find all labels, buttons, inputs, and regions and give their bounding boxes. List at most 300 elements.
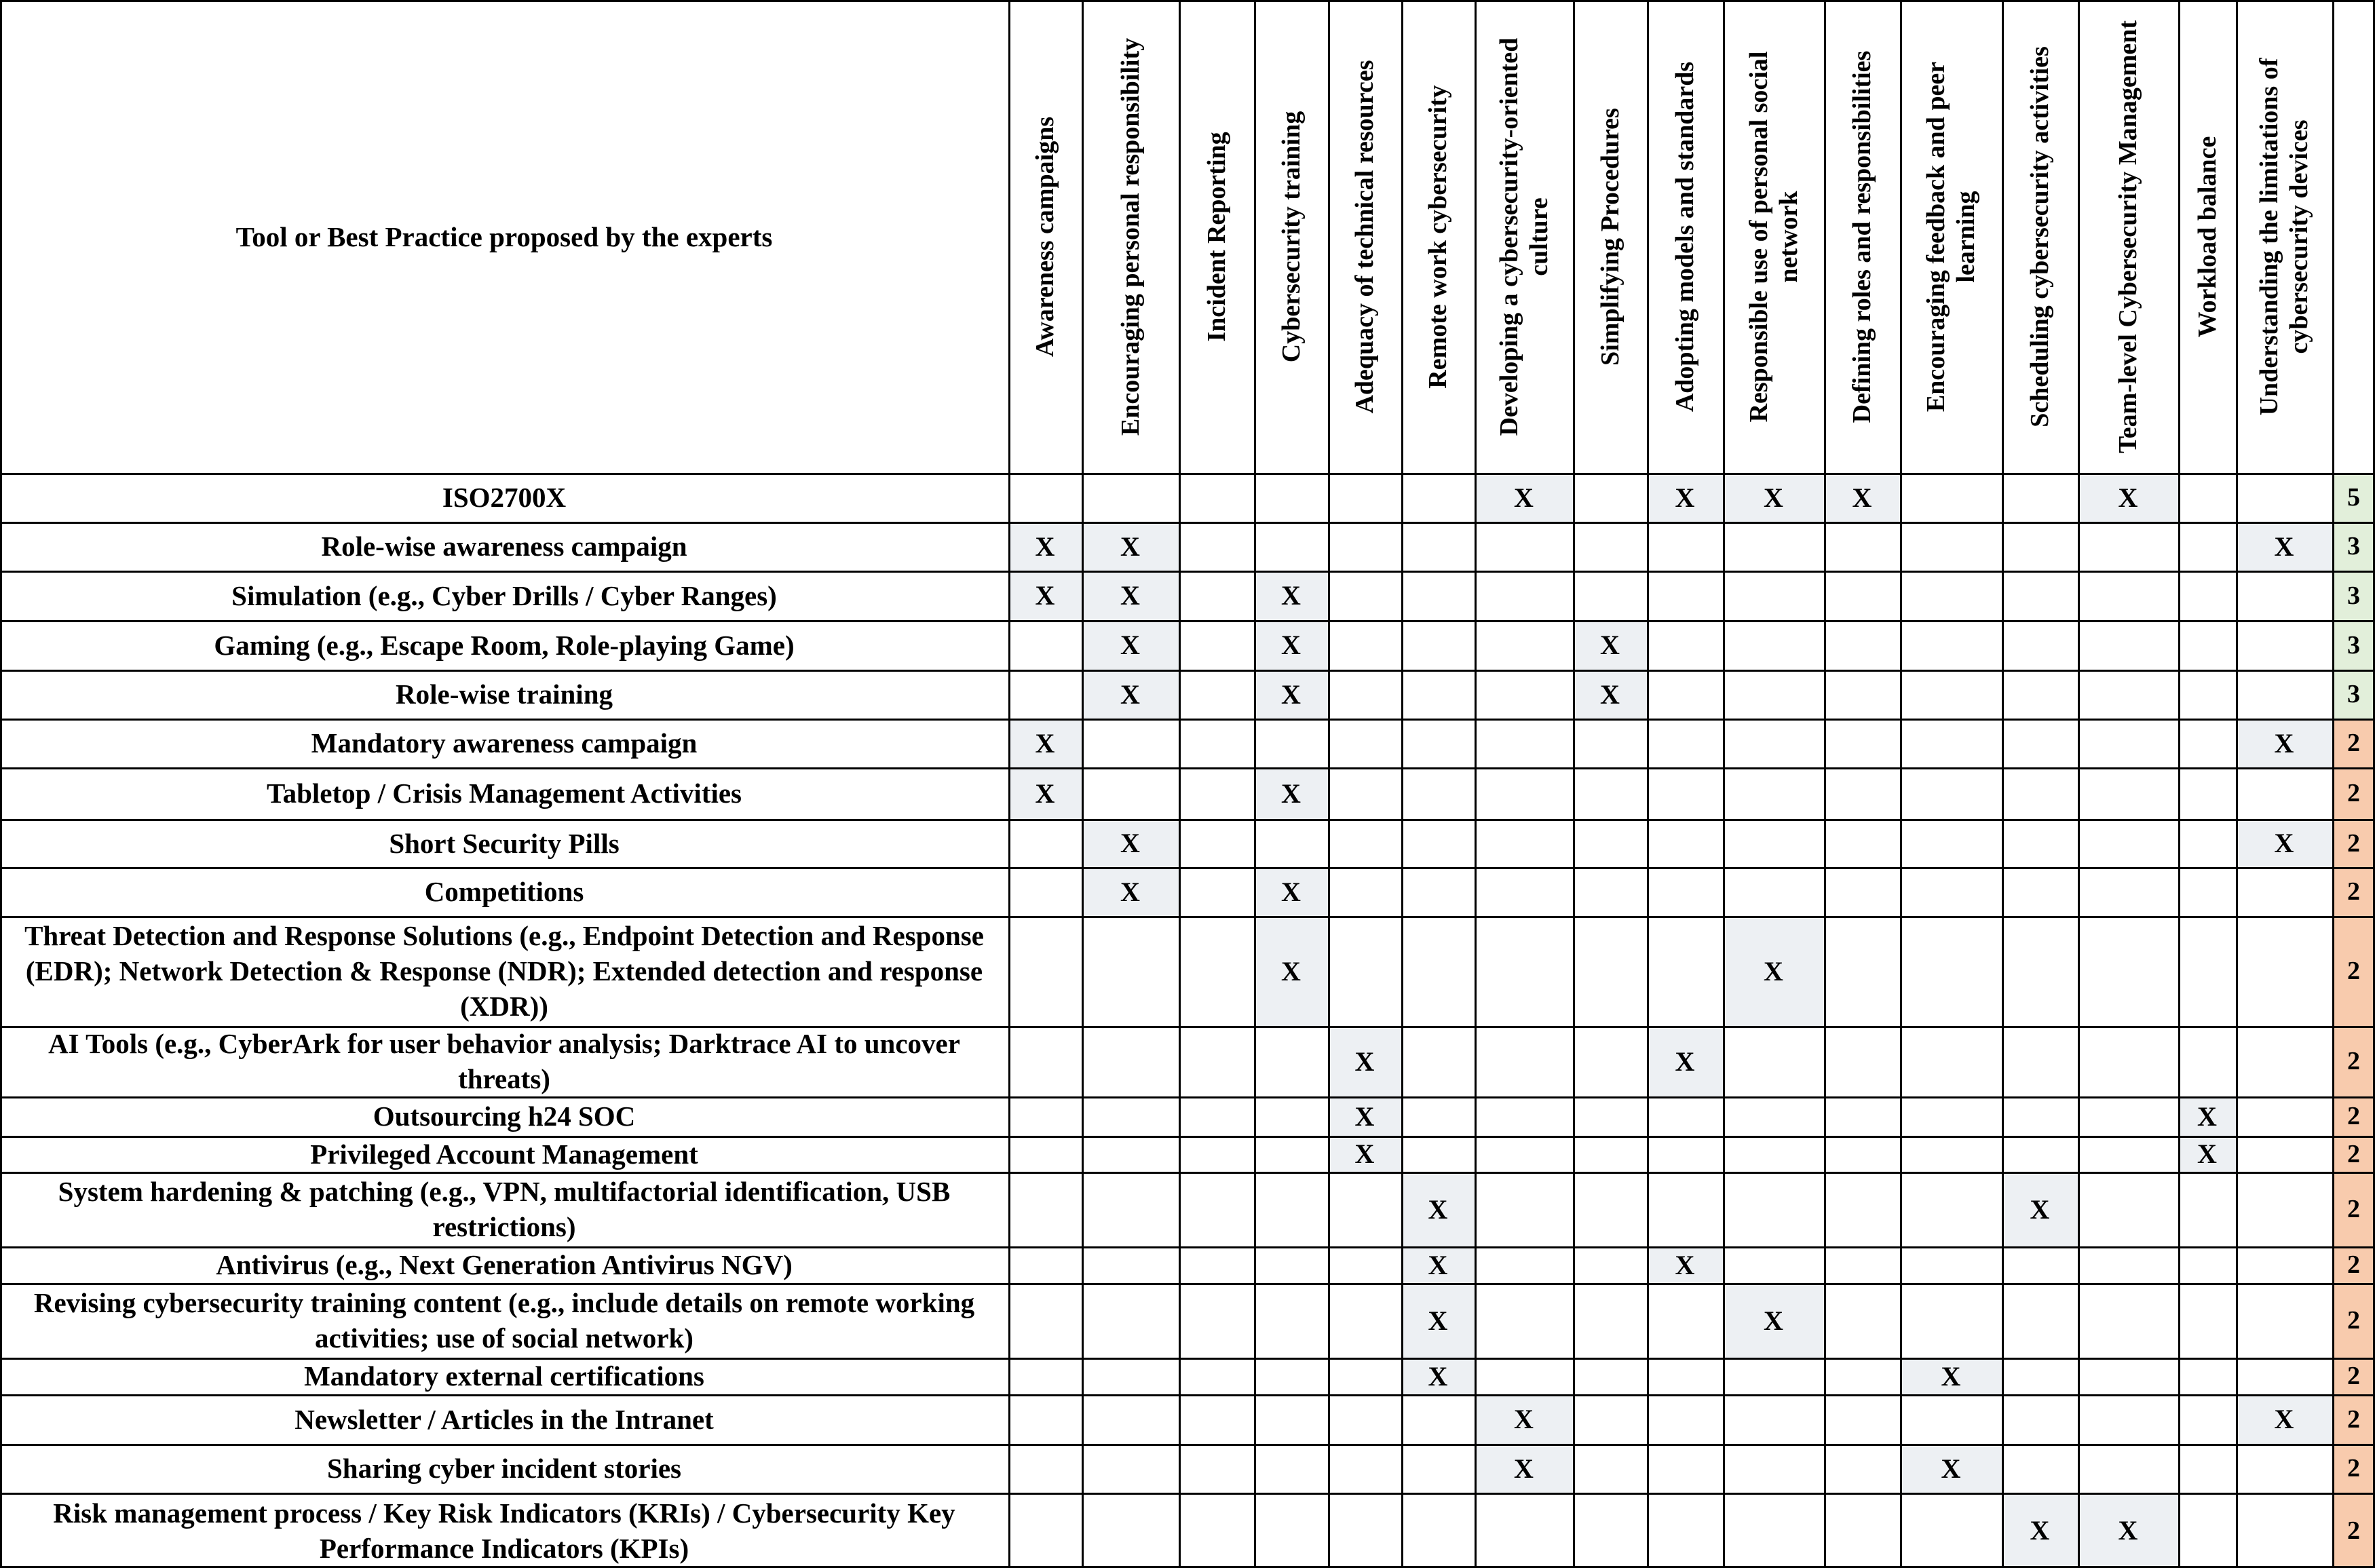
matrix-cell: [1401, 916, 1475, 1026]
matrix-cell: [2236, 1246, 2332, 1283]
column-header: [1824, 0, 1900, 473]
matrix-cell-marked: X: [1254, 867, 1328, 916]
matrix-cell: [1328, 1172, 1401, 1246]
matrix-cell: [2178, 916, 2236, 1026]
matrix-cell: [2078, 819, 2178, 867]
matrix-cell: [1900, 571, 2002, 620]
column-header: [1723, 0, 1824, 473]
row-score: 5: [2332, 473, 2375, 522]
matrix-cell: [1900, 1026, 2002, 1096]
matrix-cell: [1401, 867, 1475, 916]
matrix-cell: [1179, 1026, 1254, 1096]
matrix-cell-marked: X: [1008, 522, 1082, 571]
matrix-cell: [1401, 767, 1475, 819]
matrix-cell-marked: X: [1401, 1172, 1475, 1246]
row-label: Gaming (e.g., Escape Room, Role-playing Game): [214, 629, 795, 661]
matrix-cell: [1475, 1172, 1573, 1246]
matrix-cell: [1401, 719, 1475, 767]
matrix-cell: [1475, 522, 1573, 571]
matrix-cell: [2078, 767, 2178, 819]
matrix-cell: [1401, 1444, 1475, 1493]
matrix-cell: [1475, 1493, 1573, 1568]
matrix-cell: [1647, 1096, 1723, 1136]
matrix-cell: [2078, 719, 2178, 767]
matrix-cell-marked: X: [1723, 473, 1824, 522]
grid-line-horizontal: [0, 0, 2375, 2]
matrix-cell: [2002, 1136, 2078, 1172]
matrix-cell-marked: X: [2236, 1394, 2332, 1444]
column-header: [1008, 0, 1082, 473]
matrix-cell: [1824, 670, 1900, 719]
matrix-cell: [1573, 1136, 1647, 1172]
matrix-cell: [1254, 719, 1328, 767]
matrix-cell: [2178, 1358, 2236, 1394]
matrix-cell: [1647, 767, 1723, 819]
matrix-cell: [2078, 1444, 2178, 1493]
matrix-cell: [1401, 620, 1475, 670]
matrix-cell: [1475, 916, 1573, 1026]
matrix-cell: [1008, 916, 1082, 1026]
grid-line-horizontal: [0, 1358, 2375, 1360]
matrix-cell: [2078, 1136, 2178, 1172]
matrix-cell-marked: X: [1082, 522, 1179, 571]
matrix-cell: [2178, 620, 2236, 670]
matrix-cell-marked: X: [1254, 571, 1328, 620]
row-score: 2: [2332, 1394, 2375, 1444]
matrix-cell: [1900, 670, 2002, 719]
grid-line-vertical: [2078, 0, 2080, 1568]
matrix-cell: [2178, 1394, 2236, 1444]
matrix-cell: [1723, 571, 1824, 620]
matrix-cell: [1179, 522, 1254, 571]
matrix-cell: [2236, 620, 2332, 670]
matrix-cell: [2236, 916, 2332, 1026]
matrix-cell: [1401, 1026, 1475, 1096]
matrix-cell: [2002, 719, 2078, 767]
matrix-cell: [2002, 670, 2078, 719]
matrix-cell: [2078, 867, 2178, 916]
matrix-cell: [2178, 867, 2236, 916]
matrix-cell: [1328, 819, 1401, 867]
matrix-cell: [2002, 1444, 2078, 1493]
matrix-cell: [1573, 522, 1647, 571]
grid-line-horizontal: [0, 916, 2375, 918]
matrix-cell-marked: X: [1008, 767, 1082, 819]
grid-line-horizontal: [0, 473, 2375, 475]
matrix-cell: [1647, 522, 1723, 571]
matrix-cell: [1179, 1493, 1254, 1568]
row-score: 2: [2332, 1096, 2375, 1136]
matrix-cell: [1900, 1394, 2002, 1444]
matrix-cell-marked: X: [1647, 1246, 1723, 1283]
matrix-cell: [2178, 767, 2236, 819]
matrix-cell: [1723, 670, 1824, 719]
matrix-cell: [1573, 719, 1647, 767]
matrix-cell-marked: X: [1082, 670, 1179, 719]
matrix-cell: [1723, 620, 1824, 670]
matrix-cell: [1900, 1172, 2002, 1246]
column-header-label: Cybersecurity training: [1276, 111, 1306, 362]
matrix-cell: [2178, 670, 2236, 719]
matrix-cell: [2178, 819, 2236, 867]
matrix-cell-marked: X: [1254, 670, 1328, 719]
row-label: Competitions: [424, 876, 584, 907]
matrix-cell: [1900, 819, 2002, 867]
matrix-cell: [2002, 473, 2078, 522]
grid-line-horizontal: [0, 1246, 2375, 1248]
matrix-cell-marked: X: [2178, 1136, 2236, 1172]
matrix-cell: [1475, 819, 1573, 867]
matrix-cell: [1179, 1283, 1254, 1358]
column-header: [2236, 0, 2332, 473]
matrix-cell: [2078, 1172, 2178, 1246]
grid-line-horizontal: [0, 1283, 2375, 1285]
matrix-cell: [1824, 1136, 1900, 1172]
matrix-cell: [1082, 1444, 1179, 1493]
header-tool-best-practice: Tool or Best Practice proposed by the experts: [235, 221, 773, 252]
matrix-cell: [1723, 1444, 1824, 1493]
matrix-cell: [1401, 1096, 1475, 1136]
matrix-cell: [1008, 1444, 1082, 1493]
matrix-cell: [1824, 571, 1900, 620]
matrix-cell: [1179, 1172, 1254, 1246]
matrix-cell: [1401, 1136, 1475, 1172]
matrix-cell: [1082, 1096, 1179, 1136]
matrix-cell: [1254, 1096, 1328, 1136]
row-score: 2: [2332, 1026, 2375, 1096]
matrix-cell: [1475, 719, 1573, 767]
matrix-cell-marked: X: [1008, 719, 1082, 767]
matrix-cell-marked: X: [2002, 1493, 2078, 1568]
column-header: [1900, 0, 2002, 473]
grid-line-vertical: [1824, 0, 1826, 1568]
row-label: Newsletter / Articles in the Intranet: [294, 1403, 714, 1435]
column-header: [2078, 0, 2178, 473]
matrix-cell: [1179, 1136, 1254, 1172]
matrix-cell: [1723, 719, 1824, 767]
grid-line-vertical: [1573, 0, 1575, 1568]
grid-line-vertical: [2332, 0, 2334, 1568]
matrix-cell: [1254, 1246, 1328, 1283]
column-header: [1573, 0, 1647, 473]
matrix-cell: [2178, 1026, 2236, 1096]
column-header-label: Scheduling cybersecurity activities: [2026, 45, 2054, 427]
matrix-cell: [2178, 1493, 2236, 1568]
matrix-cell-marked: X: [1254, 916, 1328, 1026]
matrix-cell: [1082, 1246, 1179, 1283]
column-header-label: Team-level Cybersecurity Management: [2114, 20, 2142, 453]
matrix-cell: [2078, 522, 2178, 571]
matrix-cell: [1328, 719, 1401, 767]
matrix-cell: [2002, 620, 2078, 670]
column-header-label: Simplifying Procedures: [1595, 107, 1624, 366]
matrix-cell: [1328, 1358, 1401, 1394]
matrix-cell: [1573, 767, 1647, 819]
matrix-cell-marked: X: [2236, 819, 2332, 867]
matrix-cell: [1824, 1444, 1900, 1493]
matrix-cell: [1179, 916, 1254, 1026]
matrix-cell: [1328, 670, 1401, 719]
matrix-cell: [1573, 1493, 1647, 1568]
matrix-cell: [1475, 1358, 1573, 1394]
row-label: Short Security Pills: [389, 827, 620, 859]
matrix-cell: [1573, 1283, 1647, 1358]
matrix-cell: [2236, 867, 2332, 916]
matrix-cell: [1573, 1358, 1647, 1394]
matrix-cell-marked: X: [1401, 1283, 1475, 1358]
matrix-cell-marked: X: [2002, 1172, 2078, 1246]
row-label: Privileged Account Management: [310, 1138, 698, 1170]
matrix-cell: [1573, 1394, 1647, 1444]
matrix-cell: [1008, 1358, 1082, 1394]
matrix-cell: [1179, 819, 1254, 867]
matrix-cell: [2236, 1172, 2332, 1246]
matrix-cell: [1723, 1136, 1824, 1172]
matrix-cell-marked: X: [1328, 1136, 1401, 1172]
matrix-cell: [1824, 1358, 1900, 1394]
row-score: 2: [2332, 1444, 2375, 1493]
matrix-cell: [2002, 867, 2078, 916]
matrix-cell: [2236, 1026, 2332, 1096]
row-score: 2: [2332, 1246, 2375, 1283]
matrix-cell-marked: X: [1401, 1358, 1475, 1394]
matrix-cell: [2236, 670, 2332, 719]
matrix-cell: [1573, 473, 1647, 522]
matrix-cell: [1254, 1136, 1328, 1172]
matrix-cell: [1647, 1283, 1723, 1358]
matrix-cell: [2178, 571, 2236, 620]
matrix-cell: [1401, 670, 1475, 719]
column-header-label: Responsible use of personal social network: [1744, 51, 1803, 422]
matrix-cell: [1573, 916, 1647, 1026]
matrix-cell-marked: X: [1647, 473, 1723, 522]
grid-line-vertical: [1723, 0, 1725, 1568]
matrix-cell-marked: X: [1475, 473, 1573, 522]
matrix-cell: [1475, 620, 1573, 670]
row-label: Risk management process / Key Risk Indicators (KRIs) / Cybersecurity Key Performance Indicators (KPIs): [53, 1497, 955, 1564]
row-score: 2: [2332, 819, 2375, 867]
matrix-cell: [1179, 1358, 1254, 1394]
matrix-cell: [1082, 1493, 1179, 1568]
matrix-cell: [1573, 1444, 1647, 1493]
matrix-cell: [1008, 1283, 1082, 1358]
grid-line-vertical: [1401, 0, 1403, 1568]
matrix-cell: [2078, 1283, 2178, 1358]
matrix-cell: [1475, 867, 1573, 916]
matrix-cell: [1824, 767, 1900, 819]
matrix-cell: [1179, 670, 1254, 719]
matrix-cell: [1723, 522, 1824, 571]
matrix-cell-marked: X: [1723, 916, 1824, 1026]
matrix-cell: [2178, 1283, 2236, 1358]
row-label: System hardening & patching (e.g., VPN, multifactorial identification, USB restrictions): [58, 1176, 951, 1242]
row-label: Antivirus (e.g., Next Generation Antivirus NGV): [216, 1249, 793, 1280]
matrix-cell: [1573, 819, 1647, 867]
matrix-cell: [2002, 819, 2078, 867]
matrix-cell-marked: X: [1328, 1026, 1401, 1096]
column-header-label: Defining roles and responsibilities: [1848, 50, 1876, 423]
matrix-cell: [1401, 1394, 1475, 1444]
grid-line-vertical: [1254, 0, 1256, 1568]
matrix-cell: [1328, 473, 1401, 522]
matrix-cell: [1082, 1283, 1179, 1358]
matrix-cell: [2236, 1358, 2332, 1394]
matrix-cell: [1723, 1493, 1824, 1568]
column-header: [1401, 0, 1475, 473]
matrix-cell: [1723, 819, 1824, 867]
matrix-cell: [1573, 1096, 1647, 1136]
column-header: [1082, 0, 1179, 473]
matrix-cell: [1900, 767, 2002, 819]
matrix-cell: [1723, 1096, 1824, 1136]
matrix-cell: [1328, 867, 1401, 916]
matrix-cell: [1254, 522, 1328, 571]
column-header-label: Understanding the limitations of cybersecurity devices: [2255, 58, 2313, 415]
matrix-cell: [1475, 571, 1573, 620]
matrix-cell-marked: X: [1254, 620, 1328, 670]
row-score: 2: [2332, 767, 2375, 819]
matrix-cell-marked: X: [1723, 1283, 1824, 1358]
matrix-cell: [1254, 1444, 1328, 1493]
row-label: Sharing cyber incident stories: [327, 1453, 681, 1484]
matrix-cell: [2178, 473, 2236, 522]
matrix-cell: [1179, 1444, 1254, 1493]
matrix-cell: [1328, 620, 1401, 670]
grid-line-vertical: [2002, 0, 2004, 1568]
row-score: 2: [2332, 1358, 2375, 1394]
matrix-cell: [1008, 1493, 1082, 1568]
matrix-cell: [1900, 620, 2002, 670]
column-header-label: Encouraging feedback and peer learning: [1922, 61, 1980, 412]
row-score: 2: [2332, 1493, 2375, 1568]
matrix-cell: [1824, 1283, 1900, 1358]
grid-line-vertical: [1328, 0, 1330, 1568]
matrix-cell: [1824, 867, 1900, 916]
matrix-cell: [1900, 916, 2002, 1026]
grid-line-horizontal: [0, 620, 2375, 622]
grid-line-horizontal: [0, 571, 2375, 573]
matrix-cell: [2078, 916, 2178, 1026]
matrix-cell: [1900, 522, 2002, 571]
matrix-cell: [2002, 767, 2078, 819]
matrix-cell: [1401, 1493, 1475, 1568]
matrix-cell: [1824, 1493, 1900, 1568]
grid-line-horizontal: [0, 1493, 2375, 1495]
matrix-cell: [2002, 1394, 2078, 1444]
matrix-cell: [1475, 1096, 1573, 1136]
matrix-cell: [1082, 1026, 1179, 1096]
column-header: [1328, 0, 1401, 473]
matrix-cell: [1008, 473, 1082, 522]
matrix-cell: [2002, 916, 2078, 1026]
grid-line-vertical: [1900, 0, 1902, 1568]
matrix-cell: [2002, 522, 2078, 571]
matrix-cell: [1254, 1172, 1328, 1246]
matrix-cell: [1647, 1136, 1723, 1172]
matrix-cell: [1475, 670, 1573, 719]
grid-line-vertical: [2236, 0, 2238, 1568]
row-score: 2: [2332, 1283, 2375, 1358]
grid-line-horizontal: [0, 719, 2375, 721]
matrix-cell-marked: X: [2236, 719, 2332, 767]
matrix-cell: [1824, 1172, 1900, 1246]
matrix-cell: [2178, 1172, 2236, 1246]
matrix-cell: [2236, 473, 2332, 522]
matrix-cell-marked: X: [1254, 767, 1328, 819]
matrix-cell: [1647, 670, 1723, 719]
matrix-cell: [2236, 571, 2332, 620]
matrix-cell: [1573, 1246, 1647, 1283]
matrix-cell: [1254, 1026, 1328, 1096]
matrix-cell: [2002, 1358, 2078, 1394]
matrix-cell: [1008, 1096, 1082, 1136]
column-header: [1254, 0, 1328, 473]
matrix-cell: [1179, 767, 1254, 819]
matrix-cell: [1647, 719, 1723, 767]
row-score: 3: [2332, 670, 2375, 719]
matrix-cell: [1573, 1026, 1647, 1096]
matrix-cell: [2078, 571, 2178, 620]
matrix-cell: [1401, 819, 1475, 867]
matrix-cell-marked: X: [1082, 867, 1179, 916]
matrix-cell: [1647, 620, 1723, 670]
matrix-cell-marked: X: [1082, 620, 1179, 670]
matrix-cell: [1573, 571, 1647, 620]
matrix-cell: [1824, 916, 1900, 1026]
matrix-cell: [1179, 571, 1254, 620]
grid-line-horizontal: [0, 767, 2375, 769]
matrix-cell-marked: X: [1900, 1444, 2002, 1493]
matrix-cell: [1179, 719, 1254, 767]
matrix-cell: [2002, 571, 2078, 620]
row-label: Role-wise training: [396, 678, 613, 710]
row-score: 3: [2332, 620, 2375, 670]
column-header-label: Adequacy of technical resources: [1350, 59, 1379, 414]
matrix-cell-marked: X: [1900, 1358, 2002, 1394]
column-header: [2002, 0, 2078, 473]
matrix-cell: [1328, 1394, 1401, 1444]
matrix-cell: [1008, 819, 1082, 867]
grid-line-vertical: [2178, 0, 2180, 1568]
matrix-cell-marked: X: [1573, 670, 1647, 719]
matrix-cell: [1179, 1394, 1254, 1444]
grid-line-vertical: [1179, 0, 1181, 1568]
matrix-cell: [1647, 1444, 1723, 1493]
column-header: [1475, 0, 1573, 473]
matrix-cell: [1647, 1394, 1723, 1444]
row-label: Simulation (e.g., Cyber Drills / Cyber Ranges): [231, 579, 777, 611]
matrix-cell: [2078, 1026, 2178, 1096]
matrix-cell: [1328, 1493, 1401, 1568]
grid-line-vertical: [1082, 0, 1084, 1568]
matrix-cell-marked: X: [2078, 1493, 2178, 1568]
matrix-cell: [2236, 1136, 2332, 1172]
matrix-cell-marked: X: [2178, 1096, 2236, 1136]
matrix-cell: [2002, 1283, 2078, 1358]
row-score: 2: [2332, 916, 2375, 1026]
grid-line-vertical: [1475, 0, 1477, 1568]
matrix-cell: [1328, 571, 1401, 620]
matrix-cell: [1723, 767, 1824, 819]
matrix-cell: [1824, 1096, 1900, 1136]
matrix-cell: [1647, 1172, 1723, 1246]
matrix-cell-marked: X: [1401, 1246, 1475, 1283]
matrix-cell: [2078, 620, 2178, 670]
column-header-label: Remote work cybersecurity: [1424, 84, 1452, 389]
matrix-cell: [2002, 1026, 2078, 1096]
column-header-label: Awareness campaigns: [1031, 116, 1059, 357]
matrix-cell: [1475, 1246, 1573, 1283]
